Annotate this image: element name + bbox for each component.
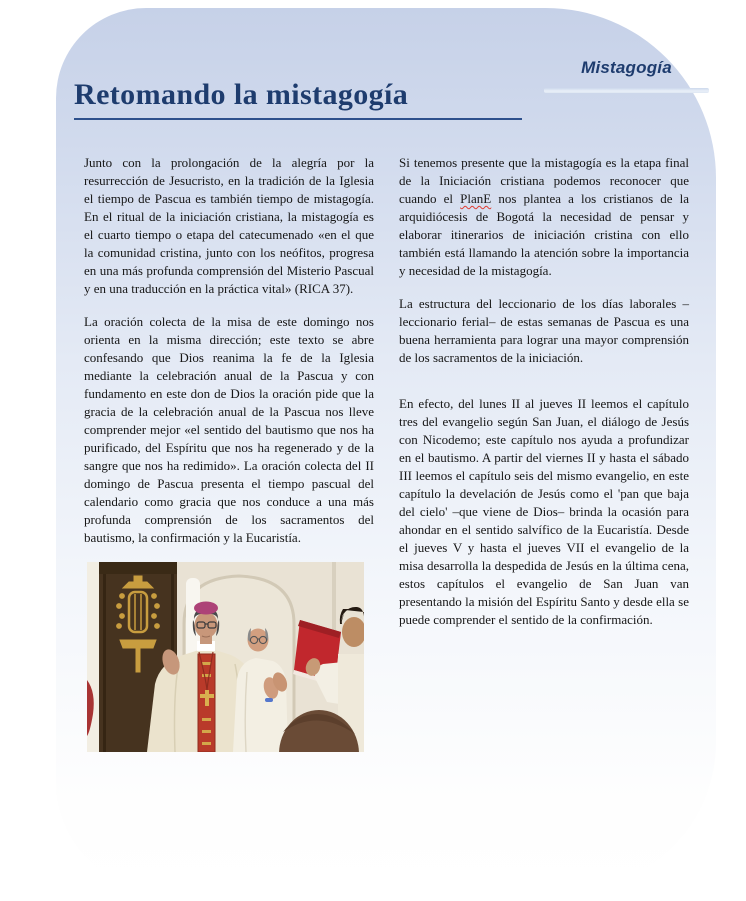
paragraph-left-2: La oración colecta de la misa de este domingo nos orienta en la misma dirección; este texto se abre confesando que Dios reanima la fe de la Iglesia mediante la celebración anual de la Pascua y con fundamento en este don de Dios la oración pide que la gracia de la celebración anual de la Pascua nos lleve comprender mejor «el sentido del bautismo que nos ha purificado, del Espíritu que nos ha regenerado y de la sangre que nos ha redimido». La oración colecta del II domingo de Pascua presenta el tiempo pascual del calendario como gracia que nos conduce a una más profunda comprensión de los sacramentos del bautismo, la confirmación y la Eucaristía.	[84, 314, 374, 545]
paragraph-right-1-end: nos plantea a los cristianos de la arquidiócesis de Bogotá la necesidad de pensar y elaborar itinerarios de iniciación cristina con ello también está llamando la atención sobre la importancia y necesidad de la mistagogía.	[399, 191, 690, 278]
zucchetto	[194, 602, 218, 615]
spellcheck-flagged-word: PlanE	[460, 191, 492, 206]
right-column	[399, 154, 689, 752]
page-title: Retomando la mistagogía	[74, 78, 409, 111]
paragraph-right-1-start: Si tenemos presente que la mistagogía es la etapa final de la Iniciación cristiana podemos reconocer que cuando el	[399, 155, 689, 206]
paragraph-left-1: Junto con la prolongación de la alegría por la resurrección de Jesucristo, en la tradición de la Iglesia el tiempo de Pascua es también tiempo de mistagogía. En el ritual de la iniciación cristiana, la mistagogía es el cuarto tiempo o etapa del catecumenado «en el que la comunidad cristina, junto con los neófitos, progresa en una más profunda comprensión del Misterio Pascual y en una traducción en la práctica vital» (RICA 37).	[84, 155, 374, 296]
section-label: Mistagogía	[581, 58, 672, 77]
paragraph-right-2: La estructura del leccionario de los días laborales –leccionario ferial– de estas semanas de Pascua es una buena herramienta para lograr una mayor comprensión de los sacramentos de la iniciación.	[399, 296, 689, 365]
church-mass-photo	[87, 562, 364, 752]
article-body	[84, 154, 690, 752]
section-label-underline	[544, 88, 709, 93]
paragraph-right-3: En efecto, del lunes II al jueves II leemos el capítulo tres del evangelio según San Juan, el diálogo de Jesús con Nicodemo; este capítulo nos ayuda a profundizar en el bautismo. A partir del viernes II y hasta el sábado III leemos el capítulo seis del mismo evangelio, en este capítulo la develación de Jesús como el 'pan que baja del cielo' –que viene de Dios– brinda la ocasión para ahondar en el sentido salvífico de la Eucaristía. Desde el jueves V y hasta el jueves VII el evangelio de la misa desarrolla la despedida de Jesús en la última cena, estos capítulos el evangelio de San Juan van presentando la misión del Espíritu Santo y desde ella se puede comprender el sentido de la confirmación.	[399, 396, 689, 627]
article-card	[56, 8, 716, 892]
title-underline	[74, 118, 522, 120]
paragraph-right-1	[399, 154, 689, 280]
bishop-face	[195, 612, 218, 638]
left-column	[84, 154, 374, 752]
